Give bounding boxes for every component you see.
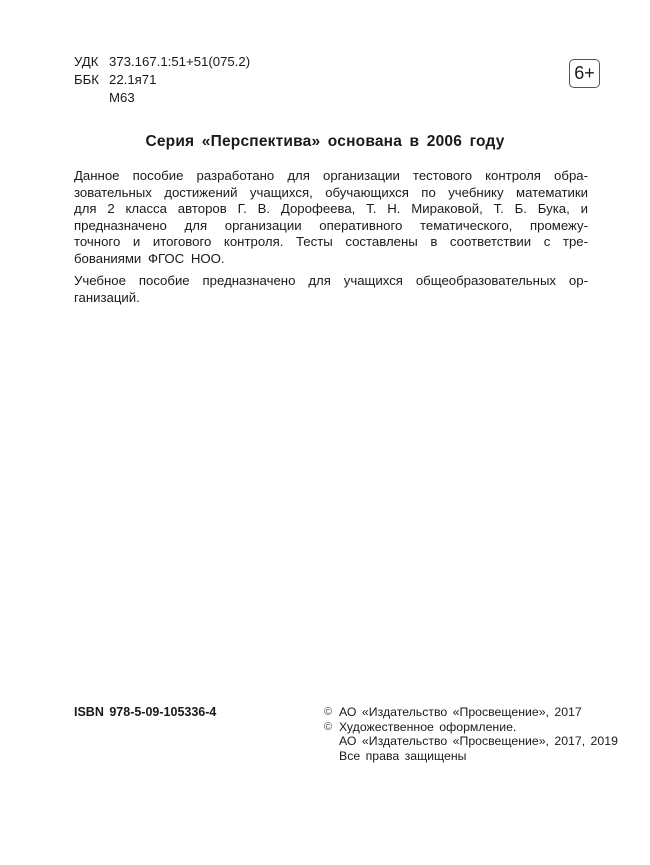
udk-row <box>74 53 250 71</box>
library-classification <box>74 53 250 107</box>
copyright-block <box>324 705 618 763</box>
text-line: Учебное пособие предназначено для учащихся общеобразовательных ор- <box>74 273 588 288</box>
copyright-line: © АО «Издательство «Просвещение», 2017 <box>324 705 582 719</box>
author-mark-row <box>74 89 250 107</box>
bbk-label: ББК <box>74 72 99 87</box>
udk-label: УДК <box>74 54 99 69</box>
age-rating-badge: 6+ <box>569 59 600 88</box>
text-line: ганизаций. <box>74 289 140 305</box>
bbk-value: 22.1я71 <box>109 72 157 87</box>
copyright-line: © Художественное оформление. <box>324 719 517 734</box>
copyright-icon: © <box>324 706 333 718</box>
udk-value: 373.167.1:51+51(075.2) <box>109 54 251 69</box>
text-line: точного и итогового контроля. Тесты составлены в соответствии с тре- <box>74 234 588 249</box>
annotation <box>74 168 588 306</box>
isbn: ISBN 978-5-09-105336-4 <box>74 705 217 719</box>
text-line: зовательных достижений учащихся, обучающихся по учебнику математики <box>74 184 588 200</box>
text-line: Данное пособие разработано для организации тестового контроля обра- <box>74 168 588 183</box>
series-title: Серия «Перспектива» основана в 2006 году <box>145 133 505 150</box>
copyright-line: Все права защищены <box>339 748 467 763</box>
bbk-row <box>74 71 250 89</box>
text-line: бованиями ФГОС НОО. <box>74 250 225 266</box>
text-line: для 2 класса авторов Г. В. Дорофеева, Т. Н. Мираковой, Т. Б. Бука, и <box>74 201 588 216</box>
copyright-line: АО «Издательство «Просвещение», 2017, 2019 <box>339 734 618 748</box>
annotation-paragraph-1 <box>74 168 588 267</box>
text-line: предназначено для организации оперативного тематического, промежу- <box>74 217 588 233</box>
annotation-paragraph-2 <box>74 273 588 306</box>
author-mark: М63 <box>109 90 135 105</box>
copyright-icon: © <box>324 720 333 733</box>
